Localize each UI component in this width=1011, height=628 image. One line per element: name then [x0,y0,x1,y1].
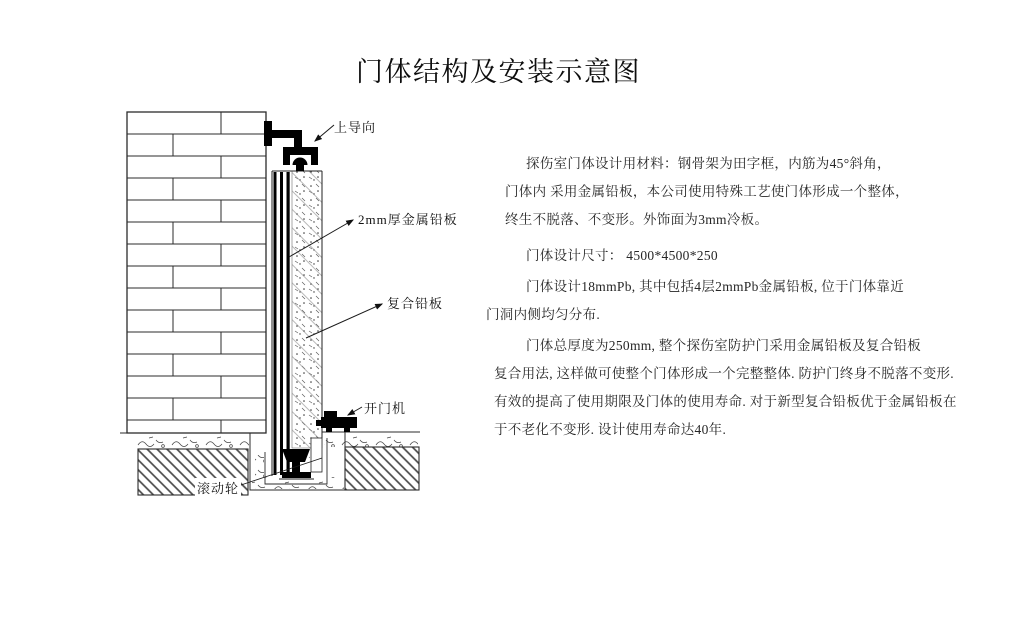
page-title: 门体结构及安装示意图 [356,57,641,87]
label-rolling-wheel: 滚动轮 [195,478,241,497]
description-line: 门体设计尺寸： 4500*4500*250 [526,248,718,263]
lead-plate-layer [287,172,290,475]
leader-door-opener [348,407,362,415]
description-line: 终生不脱落、不变形。外饰面为3mm冷板。 [505,212,769,227]
upper-guide-bracket [264,121,318,171]
ground-foundation [120,432,420,495]
brick-wall [127,112,266,433]
label-upper-guide: 上导向 [334,120,377,135]
label-door-opener: 开门机 [364,401,407,416]
description-line: 门体内 采用金属铅板，本公司使用特殊工艺使门体形成一个整体， [505,184,909,199]
label-composite-lead-plate: 复合铅板 [387,296,444,311]
lead-plate-layer [280,172,283,475]
description-line: 复合用法, 这样做可使整个门体形成一个完整整体. 防护门终身不脱落不变形. [494,366,954,381]
lead-plate-layer [274,172,277,475]
leader-upper-guide [315,125,334,141]
door-panel [272,171,322,476]
rubble-band-right [324,433,418,447]
door-foot-plate [311,438,322,472]
description-line: 探伤室门体设计用材料：钢骨架为田字框，内筋为45°斜角， [526,156,891,171]
rubble-band-left [133,434,249,449]
description-line: 门体总厚度为250mm, 整个探伤室防护门采用金属铅板及复合铅板 [526,338,922,353]
description-line: 门体设计18mmPb, 其中包括4层2mmPb金属铅板, 位于门体靠近 [526,279,905,294]
label-metal-lead-plate: 2mm厚金属铅板 [358,212,458,227]
description-line: 门洞内侧均匀分布. [486,307,601,322]
concrete-block-right [345,447,419,490]
description-line: 于不老化不变形. 设计使用寿命达40年. [494,422,727,437]
description-line: 有效的提高了使用期限及门体的使用寿命. 对于新型复合铅板优于金属铅板在 [494,394,957,409]
description-text [486,150,957,444]
